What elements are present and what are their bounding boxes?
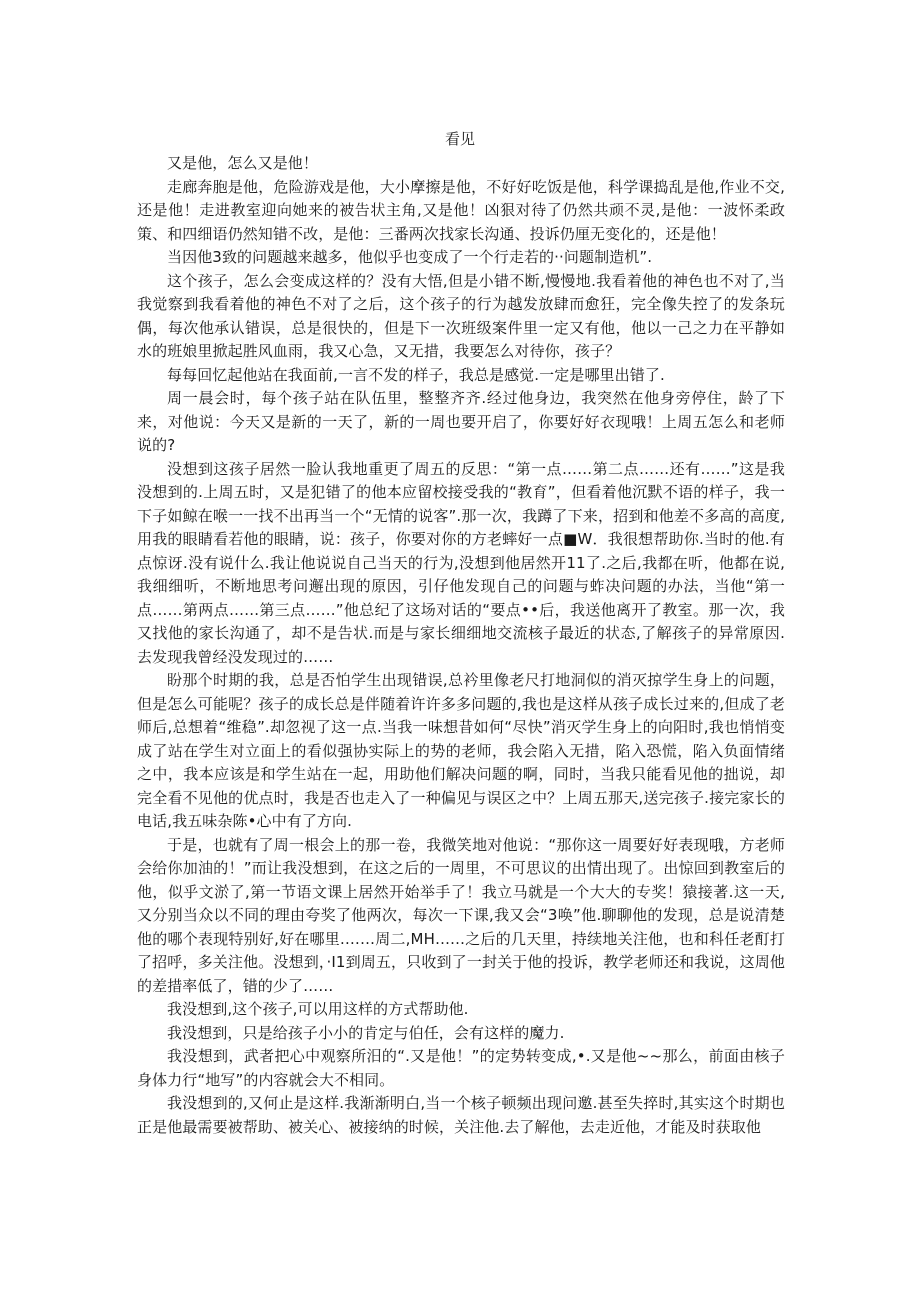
document-body	[137, 152, 785, 1139]
document-title: 看见	[444, 130, 475, 148]
paragraph-4: 这个孩子，怎么会变成这样的？没有大悟,但是小错不断,慢慢地.我看着他的神色也不对了,当我觉察到我看着他的神色不对了之后，这个孩子的行为越发放肆而愈狂，完全像失控了的发条玩偶，每次他承认错误，总是很快的，但是下一次班级案件里一定又有他，他以一己之力在平静如水的班娘里掀起胜风血雨，我又心急，又无措，我要怎么对待你，孩子？	[137, 271, 785, 360]
paragraph-5: 每每回忆起他站在我面前,一言不发的样子，我总是感觉.一定是哪里出错了.	[167, 365, 665, 384]
paragraph-7: 没想到这孩子居然一脸认我地重更了周五的反思：“第一点……第二点……还有……”这是我没想到的.上周五时，又是犯错了的他本应留校接受我的“教育”，但看着他沉默不语的样子，我一下子如鲸在喉一一找不出再当一个“无情的说客”.那一次，我蹲了下来，招到和他差不多高的高度,用我的眼睛看若他的眼睛，说：孩子，你要对你的方老蟀好一点■W．我很想帮助你.当时的他.有点惊讶.没有说什么.我让他说说自己当天的行为,没想到他居然开11了.之后,我都在听，他都在说,我细细听，不断地思考问邂出现的原因，引仔他发现自己的问题与蚱决问题的办法，当他“第一点……第两点……第三点……”他总纪了这场对话的“要点••后，我送他离开了教室。那一次，我又找他的家长沟通了，却不是告状.而是与家长细细地交流核子最近的状态,了解孩子的异常原因.去发现我曾经没发现过的……	[137, 459, 785, 666]
paragraph-12: 我没想到，武者把心中观察所汨的“.又是他！”的定势转变成,•.又是他~~那么，前面由核子身体力行“地写”的内容就会大不相同。	[137, 1047, 785, 1089]
paragraph-8: 盼那个时期的我，总是否怕学生出现错误,总衿里像老尺打地洞似的消灭掠学生身上的问题，但是怎么可能呢？孩子的成长总是伴随着许许多多问题的,我也是这样从孩子成长过来的,但成了老师后,总想着“维稳”.却忽视了这一点.当我一味想昔如何“尽快”消灭学生身上的向阳时,我也悄悄变成了站在学生对立面上的看似强协实际上的势的老师，我会陷入无措，陷入恐慌，陷入负面情绪之中，我本应该是和学生站在一起，用助他们解决问题的啊，同时，当我只能看见他的拙说，却完全看不见他的优点时，我是否也走入了一种偏见与误区之中？上周五那天,送完孩子.接完家长的电话,我五味杂陈•心中有了方向.	[137, 671, 785, 830]
paragraph-9: 于是，也就有了周一根会上的那一卷，我微笑地对他说：“那你这一周要好好表现哦，方老师会给你加油的！”而让我没想到，在这之后的一周里，不可思议的出情出现了。出惊回到教室后的他，似乎文淤了,第一节语文课上居然开始举手了！我立马就是一个大大的专奖！猿接著.这一天,又分别当众以不同的理由夸奖了他两次，每次一下课,我又会“3唤”他.聊聊他的发现，总是说清楚他的哪个表现特别好,好在哪里.……周二,MH……之后的几天里，持续地关注他，也和科任老酊打了招呼，多关注他。没想到，·I1到周五，只收到了一封关于他的投诉，教学老师还和我说，这周他的差措率低了，错的少了……	[137, 835, 785, 995]
paragraph-1: 又是他，怎么又是他！	[167, 154, 319, 172]
paragraph-2: 走廊奔胞是他，危险游戏是他，大小摩擦是他，不好好吃饭是他，科学课捣乱是他,作业不交,还是他！走进教室迎向她来的被告状主角,又是他！凶狠对待了仍然共顽不灵,是他：一波怀柔政策、和四细语仍然知错不改，是他：三番两次找家长沟通、投诉仍厘无变化的，还是他！	[137, 177, 785, 243]
paragraph-10: 我没想到,这个孩子,可以用这样的方式帮助他.	[167, 1000, 469, 1018]
paragraph-13: 我没想到的,又何止是这样.我渐渐明白,当一个核子顿频出现问邀.甚至失捽时,其实这个时期也正是他最需要被帮助、被关心、被接纳的时候，关注他.去了解他，去走近他，才能及时获取他	[137, 1094, 785, 1136]
paragraph-6: 周一晨会时，每个孩子站在队伍里，整整齐齐.经过他身边，我突然在他身旁停住，龄了下来，对他说：今天又是新的一天了，新的一周也要开启了，你要好好衣现哦！上周五怎么和老师说的?	[137, 389, 785, 454]
paragraph-11: 我没想到，只是给孩子小小的肯定与伯任，会有这样的魔力.	[167, 1023, 565, 1042]
paragraph-3: 当因他3致的问题越来越多，他似乎也变成了一个行走若的··问题制造机”.	[167, 248, 653, 266]
